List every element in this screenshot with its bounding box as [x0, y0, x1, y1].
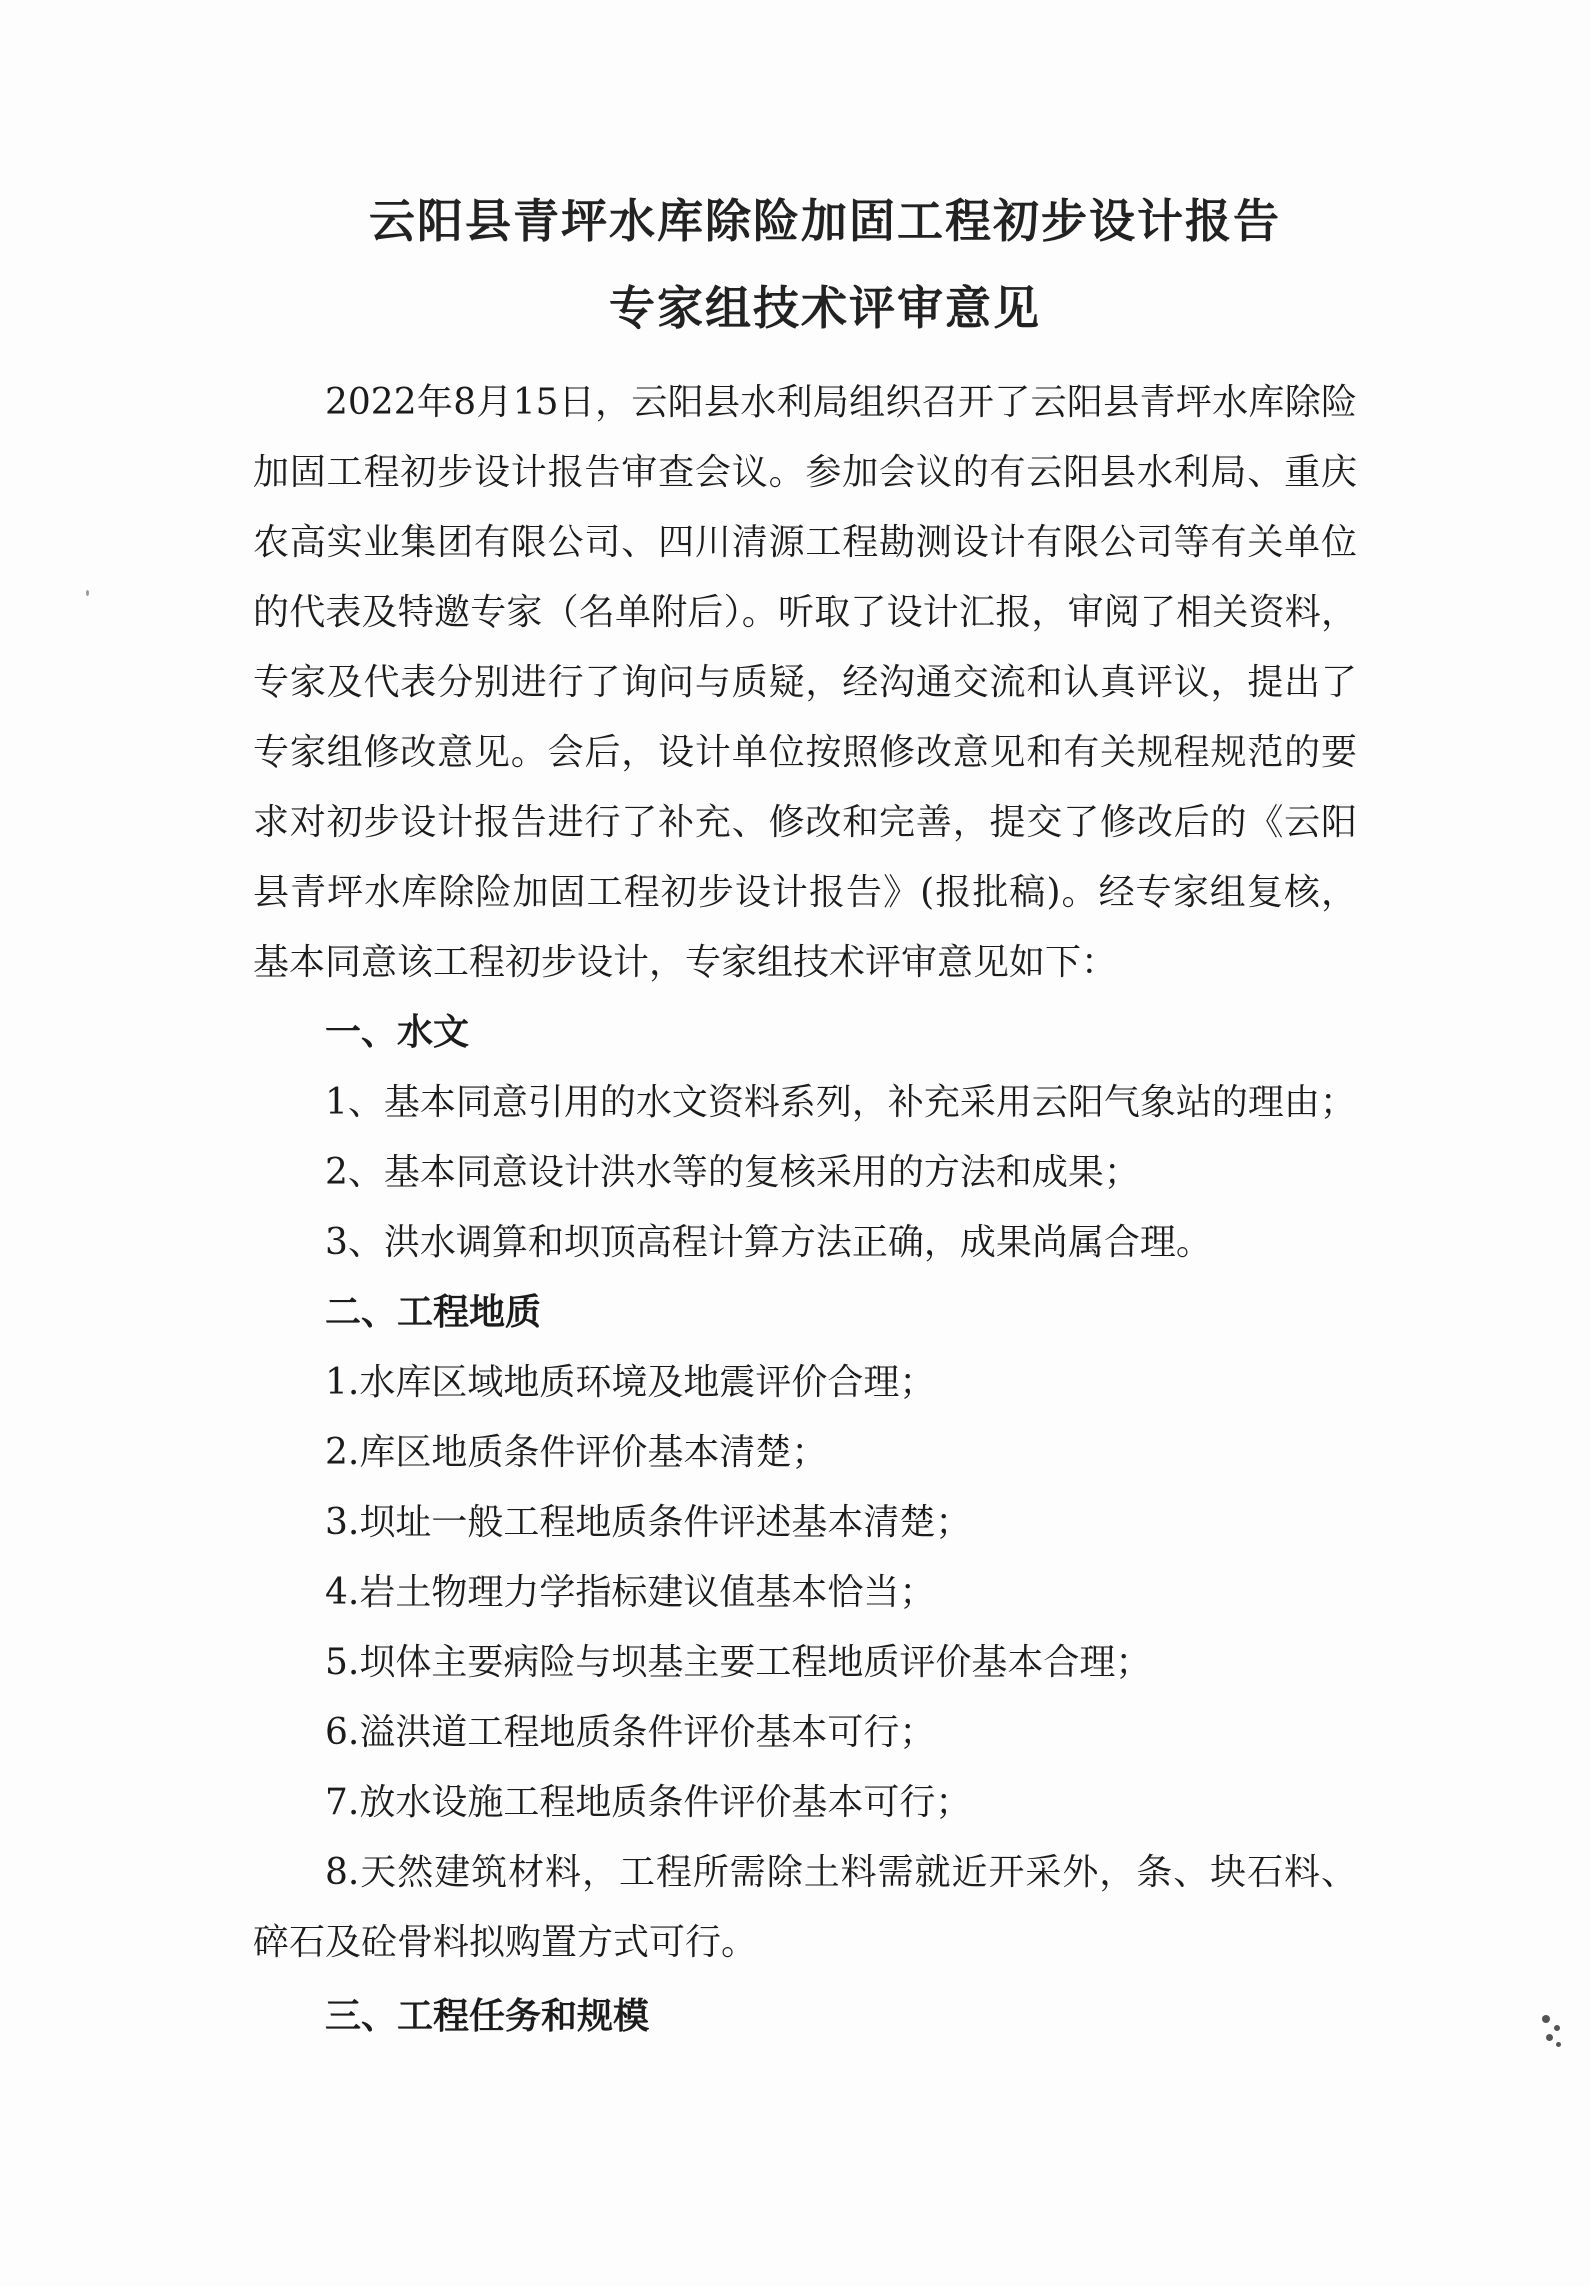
section-heading-hydrology: 一、水文: [325, 1012, 470, 1053]
geology-item: 1.水库区域地质环境及地震评价合理；: [325, 1362, 936, 1403]
geology-item: 7.放水设施工程地质条件评价基本可行；: [325, 1782, 972, 1823]
section-heading-scope: 三、工程任务和规模: [325, 1996, 650, 2037]
geology-item: 6.溢洪道工程地质条件评价基本可行；: [325, 1712, 936, 1753]
intro-paragraph: 2022年8月15日，云阳县水利局组织召开了云阳县青坪水库除险加固工程初步设计报告审查会议。参加会议的有云阳县水利局、重庆农高实业集团有限公司、四川清源工程勘测设计有限公司等有关单位的代表及特邀专家（名单附后）。听取了设计汇报，审阅了相关资料，专家及代表分别进行了询问与质疑，经沟通交流和认真评议，提出了专家组修改意见。会后，设计单位按照修改意见和有关规程规范的要求对初步设计报告进行了补充、修改和完善，提交了修改后的《云阳县青坪水库除险加固工程初步设计报告》(报批稿)。经专家组复核，基本同意该工程初步设计，专家组技术评审意见如下：: [253, 382, 1357, 983]
scan-speck: [86, 590, 89, 596]
geology-item: 3.坝址一般工程地质条件评述基本清楚；: [325, 1502, 972, 1543]
scan-speck: [1554, 2025, 1560, 2031]
geology-item: 8.天然建筑材料，工程所需除土料需就近开采外，条、块石料、碎石及砼骨料拟购置方式可行。: [253, 1852, 1357, 1963]
document-body: [253, 368, 1357, 2052]
geology-item: 5.坝体主要病险与坝基主要工程地质评价基本合理；: [325, 1642, 1152, 1683]
hydrology-item: 3、洪水调算和坝顶高程计算方法正确，成果尚属合理。: [325, 1222, 1212, 1263]
hydrology-item: 2、基本同意设计洪水等的复核采用的方法和成果；: [325, 1152, 1140, 1193]
scan-speck: [1542, 2015, 1550, 2023]
scan-speck: [1556, 2042, 1561, 2047]
document-title-line-1: 云阳县青坪水库除险加固工程初步设计报告: [369, 194, 1281, 248]
hydrology-item: 1、基本同意引用的水文资料系列，补充采用云阳气象站的理由；: [325, 1082, 1356, 1123]
geology-item: 4.岩土物理力学指标建议值基本恰当；: [325, 1572, 936, 1613]
document-title-line-2: 专家组技术评审意见: [609, 281, 1041, 335]
geology-item: 2.库区地质条件评价基本清楚；: [325, 1432, 828, 1473]
scan-speck: [1546, 2034, 1553, 2041]
section-heading-geology: 二、工程地质: [325, 1292, 542, 1333]
